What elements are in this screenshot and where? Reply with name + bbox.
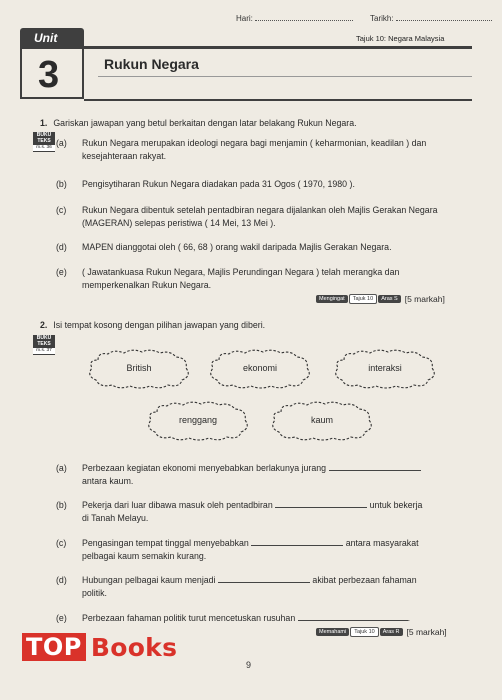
choice-label: interaksi [368, 363, 402, 373]
unit-title: Rukun Negara [104, 56, 199, 72]
q1-item-text: ( Jawatankuasa Rukun Negara, Majlis Perundingan Negara ) telah merangka dan memperkenalkan Rukun Negara. [82, 267, 400, 290]
q1-item-text: Rukun Negara merupakan ideologi negara bagi menjamin ( keharmonian, keadilan ) dan kesejahteraan rakyat. [82, 138, 427, 161]
answer-blank[interactable] [251, 537, 343, 546]
hari-blank[interactable] [255, 14, 353, 21]
tajuk-label: Tajuk 10: Negara Malaysia [356, 34, 445, 43]
q1-tajuk-pill: Tajuk 10 [349, 294, 378, 304]
q1-item-a[interactable] [56, 137, 468, 163]
q2-item-text: Perbezaan kegiatan ekonomi menyebabkan berlakunya jurang [82, 463, 327, 473]
choice-label: renggang [178, 415, 218, 425]
q2-item-label: (c) [56, 538, 67, 548]
q2-buku-teks-badge [33, 335, 55, 355]
q2-item-b [56, 499, 468, 525]
answer-blank[interactable] [275, 499, 367, 508]
q2-item-text: antara masyarakat [345, 538, 419, 548]
q2-marks: [5 markah] [406, 626, 447, 637]
q2-item-text: Hubungan pelbagai kaum menjadi [82, 575, 216, 585]
title-divider [98, 76, 472, 77]
hari-field[interactable] [236, 14, 353, 23]
q1-item-text: Pengisytiharan Rukun Negara diadakan pada 31 Ogos ( 1970, 1980 ). [82, 179, 355, 189]
q2-item-text: pelbagai kaum semakin kurang. [82, 551, 207, 561]
q1-item-label: (c) [56, 205, 67, 215]
q2-buku-line2: TEKS [37, 340, 51, 347]
choice-label: kaum [310, 415, 333, 425]
q1-tagline [316, 293, 445, 304]
q2-instruction [40, 319, 470, 332]
q1-buku-line2: TEKS [37, 137, 51, 144]
tarikh-field[interactable] [370, 14, 492, 23]
q1-item-label: (d) [56, 242, 67, 252]
logo-top-text: TOP [22, 633, 86, 661]
q2-item-text: akibat perbezaan fahaman [312, 575, 417, 585]
q2-item-label: (d) [56, 575, 67, 585]
topbooks-logo [22, 632, 177, 662]
q2-number: 2. [40, 320, 48, 330]
choice-cloud-british [84, 348, 194, 390]
q2-item-d [56, 574, 468, 600]
answer-blank[interactable] [329, 462, 421, 471]
q2-text: Isi tempat kosong dengan pilihan jawapan yang diberi. [53, 320, 266, 330]
tarikh-label: Tarikh: [370, 14, 394, 23]
tarikh-blank[interactable] [396, 14, 492, 21]
choice-cloud-kaum [267, 400, 377, 442]
choice-label: British [126, 363, 152, 373]
q2-buku-line1: BUKU [36, 335, 52, 341]
logo-books-text: Books [90, 632, 178, 662]
q1-item-text: Rukun Negara dibentuk setelah pentadbiran negara dijalankan oleh Majlis Gerakan Negara (MAGERAN) selepas peristiwa ( 14 Mei, 13 Mei ). [82, 205, 438, 228]
q1-item-b[interactable] [56, 178, 468, 191]
choice-cloud-ekonomi [205, 348, 315, 390]
q1-item-c[interactable] [56, 204, 468, 230]
q1-buku-teks-badge [33, 132, 55, 152]
unit-tab: Unit [20, 28, 84, 48]
q2-tagline [316, 626, 447, 637]
unit-bar [20, 46, 472, 49]
q2-skill-pill: Memahami [316, 628, 349, 636]
choice-cloud-interaksi [330, 348, 440, 390]
q1-item-d[interactable] [56, 241, 468, 254]
answer-blank[interactable] [298, 612, 411, 623]
q1-aras-pill: Aras S [378, 295, 401, 303]
q2-item-text: Pengasingan tempat tinggal menyebabkan [82, 538, 249, 548]
q2-item-text: . [407, 613, 411, 623]
q1-item-label: (e) [56, 267, 67, 277]
q1-item-label: (b) [56, 179, 67, 189]
q2-item-label: (a) [56, 463, 67, 473]
q1-number: 1. [40, 118, 48, 128]
q2-item-text: di Tanah Melayu. [82, 513, 149, 523]
q2-item-text: Perbezaan fahaman politik turut mencetuskan rusuhan [82, 613, 296, 623]
q2-item-c [56, 537, 468, 563]
q1-buku-ms: m.s. 36 [33, 145, 55, 151]
q1-instruction [40, 117, 470, 130]
q1-text: Gariskan jawapan yang betul berkaitan dengan latar belakang Rukun Negara. [53, 118, 357, 128]
q2-item-label: (e) [56, 613, 67, 623]
q2-item-label: (b) [56, 500, 67, 510]
choice-cloud-renggang [143, 400, 253, 442]
q2-item-text: untuk bekerja [369, 500, 423, 510]
q2-aras-pill: Aras R [380, 628, 403, 636]
q2-item-text: politik. [82, 588, 107, 598]
q2-item-text: Pekerja dari luar dibawa masuk oleh pentadbiran [82, 500, 273, 510]
page-number: 9 [246, 660, 252, 670]
q1-buku-line1: BUKU [36, 132, 52, 138]
hari-label: Hari: [236, 14, 253, 23]
q2-item-text: antara kaum. [82, 476, 134, 486]
q1-skill-pill: Mengingat [316, 295, 348, 303]
q2-item-e [56, 612, 468, 625]
q2-item-a [56, 462, 468, 488]
q1-item-text: MAPEN dianggotai oleh ( 66, 68 ) orang wakil daripada Majlis Gerakan Negara. [82, 242, 392, 252]
q2-buku-ms: m.s. 37 [33, 348, 55, 354]
choice-label: ekonomi [242, 363, 278, 373]
q1-item-e[interactable] [56, 266, 468, 292]
header-divider [84, 99, 472, 101]
q2-tajuk-pill: Tajuk 10 [350, 627, 379, 637]
answer-blank[interactable] [218, 574, 310, 583]
unit-number: 3 [38, 54, 60, 96]
q1-marks: [5 markah] [404, 293, 445, 304]
q1-item-label: (a) [56, 138, 67, 148]
